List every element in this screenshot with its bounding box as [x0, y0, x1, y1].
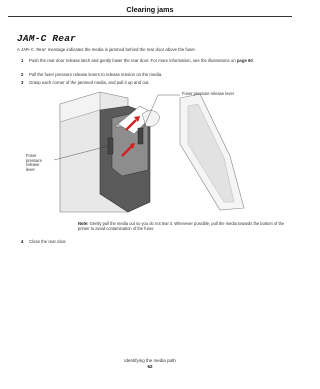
lever-left	[108, 138, 113, 154]
step-number: 4	[21, 239, 24, 244]
step-text: Pull the fuser pressure release levers to release tension on the media.	[29, 72, 163, 77]
page-header-title: Clearing jams	[126, 5, 174, 14]
note-text: Gently pull the media out so you do not tear it. Whenever possible, pull the media towards the bottom of the printer to avoid contamination of the fuser.	[78, 221, 285, 232]
step-1-text: Push the rear door release latch and gently lower the rear door. For more information, see the illustrations on	[29, 58, 236, 63]
step-text	[29, 58, 283, 64]
step-number: 2	[21, 72, 24, 77]
page-number: 62	[147, 364, 153, 369]
callout-fuser-lever-left	[26, 154, 42, 172]
step-text: Close the rear door.	[29, 239, 67, 244]
callout-line: Fuser	[26, 153, 37, 158]
intro-code: JAM-C Rear	[20, 48, 47, 53]
intro-text: message indicates the media is jammed behind the rear door above the fuser.	[47, 47, 196, 52]
intro-paragraph	[17, 47, 287, 53]
printer-rear-door-illustration	[30, 84, 270, 214]
lever-right	[138, 128, 143, 144]
note-label: Note:	[78, 221, 89, 226]
step-number: 3	[21, 80, 24, 85]
page-footer	[0, 358, 300, 370]
note-paragraph	[78, 221, 288, 232]
jam-illustration	[26, 84, 270, 214]
footer-chapter: Identifying the media path	[124, 358, 176, 363]
header-divider	[8, 16, 292, 17]
step-text: Grasp each corner of the jammed media, and pull it up and out.	[29, 80, 150, 85]
step-1-suffix: .	[252, 58, 255, 63]
callout-line: release	[26, 162, 40, 168]
callout-line: pressure	[26, 157, 42, 163]
page-link[interactable]: page 60	[236, 58, 253, 63]
callout-line: lever	[26, 166, 35, 172]
section-title: JAM-C Rear	[17, 33, 77, 44]
step-number: 1	[21, 58, 24, 63]
intro-prefix: A	[17, 47, 20, 52]
callout-fuser-lever-top: Fuser pressure release lever	[182, 91, 235, 96]
